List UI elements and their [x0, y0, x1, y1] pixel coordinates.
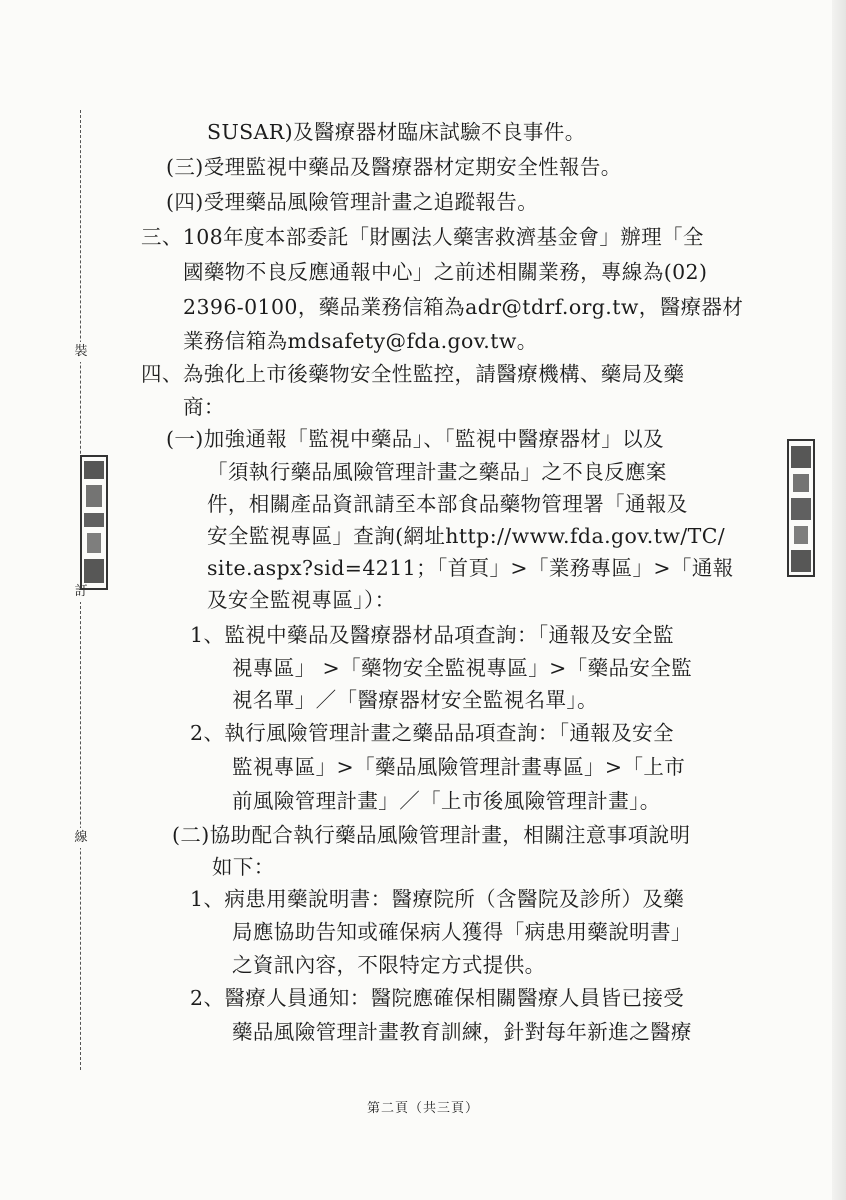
body-line: 1、病患用藥說明書：醫療院所（含醫院及診所）及藥: [190, 887, 685, 911]
body-line: 2、執行風險管理計畫之藥品品項查詢：「通報及安全: [190, 721, 674, 745]
body-line: 如下：: [212, 855, 275, 879]
binding-label-ding: 訂: [71, 582, 91, 602]
body-line: 四、為強化上市後藥物安全性監控，請醫療機構、藥局及藥: [141, 362, 685, 386]
seal-stamp-left: [80, 455, 108, 590]
body-line: 「須執行藥品風險管理計畫之藥品」之不良反應案: [207, 460, 667, 484]
binding-label-zhuang: 裝: [71, 342, 91, 362]
body-line: 局應協助告知或確保病人獲得「病患用藥說明書」: [232, 920, 692, 944]
body-line: 之資訊內容，不限特定方式提供。: [232, 953, 546, 977]
body-line: (二)協助配合執行藥品風險管理計畫，相關注意事項說明: [172, 823, 691, 847]
page-footer: 第二頁（共三頁）: [366, 1101, 479, 1116]
body-line: 2、醫療人員通知：醫院應確保相關醫療人員皆已接受: [190, 986, 685, 1010]
body-line: 件，相關產品資訊請至本部食品藥物管理署「通報及: [207, 492, 688, 516]
body-line: 業務信箱為mdsafety@fda.gov.tw。: [183, 329, 538, 353]
body-line: 商：: [183, 395, 225, 419]
body-line: 監視專區」>「藥品風險管理計畫專區」>「上市: [232, 755, 686, 779]
body-line: 藥品風險管理計畫教育訓練，針對每年新進之醫療: [232, 1020, 692, 1044]
body-line: SUSAR)及醫療器材臨床試驗不良事件。: [207, 120, 586, 144]
body-line: 三、108年度本部委託「財團法人藥害救濟基金會」辦理「全: [141, 225, 704, 249]
body-line: 國藥物不良反應通報中心」之前述相關業務，專線為(02): [183, 260, 708, 284]
body-line: 2396-0100，藥品業務信箱為adr@tdrf.org.tw，醫療器材: [183, 295, 744, 319]
body-line: (三)受理監視中藥品及醫療器材定期安全性報告。: [166, 155, 622, 179]
body-line: (一)加強通報「監視中藥品」、「監視中醫療器材」以及: [166, 427, 664, 451]
body-line: site.aspx?sid=4211；「首頁」>「業務專區」>「通報: [207, 556, 734, 580]
page-edge-shadow: [832, 0, 846, 1200]
body-line: 1、監視中藥品及醫療器材品項查詢：「通報及安全監: [190, 623, 674, 647]
seal-stamp-right: [786, 438, 816, 578]
body-line: 及安全監視專區」）：: [207, 588, 396, 612]
binding-label-xian: 線: [71, 828, 91, 848]
body-line: 安全監視專區」查詢(網址http://www.fda.gov.tw/TC/: [207, 524, 726, 548]
body-line: 視專區」 >「藥物安全監視專區」>「藥品安全監: [232, 656, 693, 680]
body-line: 前風險管理計畫」／「上市後風險管理計畫」。: [232, 789, 661, 813]
body-line: (四)受理藥品風險管理計畫之追蹤報告。: [166, 190, 539, 214]
body-line: 視名單」／「醫療器材安全監視名單」。: [232, 688, 598, 712]
